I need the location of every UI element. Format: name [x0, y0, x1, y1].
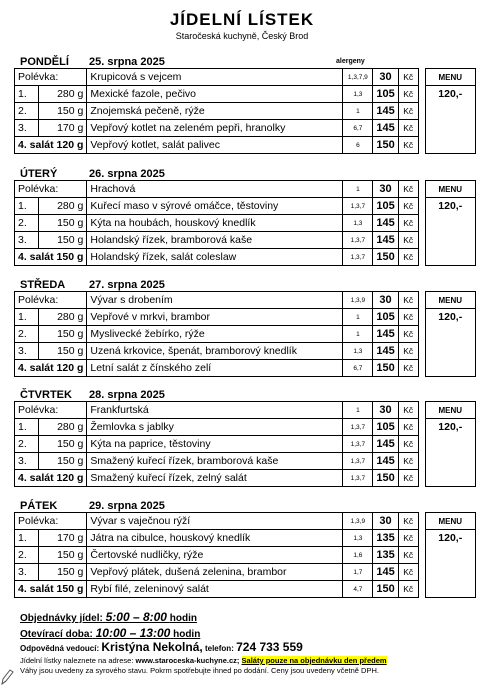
dish-allergens: 1,3	[343, 215, 373, 232]
dish-price: 150	[373, 249, 398, 266]
dish-allergens: 6	[343, 137, 373, 154]
spacer	[418, 547, 425, 564]
web-text: Jídelní lístky naleznete na adrese:	[20, 656, 134, 665]
day-menu-table	[14, 68, 476, 154]
menu-price: 120,-	[425, 530, 475, 547]
soup-name: Vývar s vaječnou rýží	[87, 513, 343, 530]
dish-allergens: 6,7	[343, 120, 373, 137]
dish-allergens: 6,7	[343, 360, 373, 377]
dish-name: Žemlovka s jablky	[87, 419, 343, 436]
spacer	[418, 564, 425, 581]
dish-currency: Kč	[398, 547, 418, 564]
dish-name: Uzená krkovice, špenát, bramborový knedlík	[87, 343, 343, 360]
dish-weight: 150 g	[39, 103, 87, 120]
dish-row	[15, 453, 476, 470]
manager-line	[20, 640, 303, 654]
dish-row	[15, 419, 476, 436]
soup-label: Polévka:	[15, 513, 87, 530]
menu-price: 120,-	[425, 419, 475, 436]
soup-row	[15, 69, 476, 86]
dish-weight: 170 g	[39, 120, 87, 137]
dish-row	[15, 530, 476, 547]
dish-currency: Kč	[398, 326, 418, 343]
menu-label: MENU	[425, 513, 475, 530]
spacer	[418, 232, 425, 249]
dish-name: Holandský řízek, salát coleslaw	[87, 249, 343, 266]
menu-cell-empty	[425, 137, 475, 154]
spacer	[418, 137, 425, 154]
dish-row	[15, 581, 476, 598]
menu-cell-empty	[425, 453, 475, 470]
dish-allergens: 1,3	[343, 86, 373, 103]
dish-currency: Kč	[398, 103, 418, 120]
soup-price: 30	[373, 292, 398, 309]
opening-label: Otevírací doba:	[20, 629, 93, 640]
dish-row	[15, 436, 476, 453]
dish-weight: 150 g	[39, 564, 87, 581]
dish-number: 1.	[15, 419, 39, 436]
soup-label: Polévka:	[15, 402, 87, 419]
day-name: ČTVRTEK	[20, 389, 72, 401]
dish-price: 145	[373, 120, 398, 137]
menu-cell-empty	[425, 547, 475, 564]
menu-label: MENU	[425, 181, 475, 198]
soup-allergens: 1,3,9	[343, 513, 373, 530]
soup-price: 30	[373, 181, 398, 198]
dish-allergens: 1,3,7	[343, 232, 373, 249]
dish-allergens: 1	[343, 326, 373, 343]
menu-cell-empty	[425, 343, 475, 360]
spacer	[418, 69, 425, 86]
dish-number: 3.	[15, 564, 39, 581]
menu-label: MENU	[425, 292, 475, 309]
soup-name: Hrachová	[87, 181, 343, 198]
dish-currency: Kč	[398, 453, 418, 470]
dish-price: 145	[373, 326, 398, 343]
weights-note: Váhy jsou uvedeny za syrového stavu. Pokrm spotřebujte ihned po dodání. Ceny jsou uvedeny včetně DPH.	[20, 666, 379, 675]
soup-name: Vývar s drobením	[87, 292, 343, 309]
dish-currency: Kč	[398, 419, 418, 436]
dish-allergens: 1,3,7	[343, 419, 373, 436]
dish-price: 145	[373, 343, 398, 360]
dish-number: 3.	[15, 343, 39, 360]
dish-weight: 150 g	[39, 343, 87, 360]
opening-unit: hodin	[173, 629, 201, 640]
dish-name: Kýta na paprice, těstoviny	[87, 436, 343, 453]
menu-cell-empty	[425, 470, 475, 487]
day-header	[20, 168, 165, 180]
soup-allergens: 1,3,9	[343, 292, 373, 309]
dish-number: 1.	[15, 530, 39, 547]
dish-allergens: 1,3	[343, 530, 373, 547]
dish-number: 4. salát 120 g	[15, 137, 87, 154]
menu-cell-empty	[425, 232, 475, 249]
soup-price: 30	[373, 402, 398, 419]
soup-name: Krupicová s vejcem	[87, 69, 343, 86]
dish-allergens: 1	[343, 103, 373, 120]
dish-name: Myslivecké žebírko, rýže	[87, 326, 343, 343]
dish-number: 1.	[15, 309, 39, 326]
dish-price: 145	[373, 232, 398, 249]
spacer	[418, 581, 425, 598]
dish-row	[15, 120, 476, 137]
spacer	[418, 292, 425, 309]
dish-number: 3.	[15, 453, 39, 470]
dish-currency: Kč	[398, 215, 418, 232]
day-menu-table	[14, 401, 476, 487]
dish-weight: 170 g	[39, 530, 87, 547]
menu-cell-empty	[425, 436, 475, 453]
dish-weight: 150 g	[39, 215, 87, 232]
spacer	[418, 181, 425, 198]
dish-weight: 280 g	[39, 309, 87, 326]
dish-allergens: 1,3,7	[343, 436, 373, 453]
dish-price: 145	[373, 564, 398, 581]
dish-currency: Kč	[398, 198, 418, 215]
dish-row	[15, 309, 476, 326]
dish-row	[15, 137, 476, 154]
pencil-icon	[0, 668, 14, 686]
opening-line	[20, 626, 200, 640]
menu-cell-empty	[425, 360, 475, 377]
dish-number: 4. salát 120 g	[15, 470, 87, 487]
orders-time: 5:00 – 8:00	[105, 610, 167, 624]
soup-row	[15, 181, 476, 198]
dish-row	[15, 343, 476, 360]
menu-cell-empty	[425, 103, 475, 120]
dish-number: 1.	[15, 86, 39, 103]
dish-name: Játra na cibulce, houskový knedlík	[87, 530, 343, 547]
spacer	[418, 343, 425, 360]
dish-currency: Kč	[398, 86, 418, 103]
dish-currency: Kč	[398, 343, 418, 360]
day-menu-table	[14, 512, 476, 598]
dish-price: 135	[373, 547, 398, 564]
dish-price: 135	[373, 530, 398, 547]
spacer	[418, 103, 425, 120]
dish-price: 105	[373, 419, 398, 436]
dish-weight: 150 g	[39, 232, 87, 249]
dish-price: 145	[373, 453, 398, 470]
dish-allergens: 4,7	[343, 581, 373, 598]
day-header	[20, 279, 165, 291]
soup-allergens: 1,3,7,9	[343, 69, 373, 86]
soup-currency: Kč	[398, 292, 418, 309]
dish-currency: Kč	[398, 360, 418, 377]
spacer	[418, 530, 425, 547]
spacer	[418, 419, 425, 436]
dish-price: 145	[373, 215, 398, 232]
dish-name: Kuřecí maso v sýrové omáčce, těstoviny	[87, 198, 343, 215]
dish-row	[15, 360, 476, 377]
dish-number: 4. salát 150 g	[15, 581, 87, 598]
dish-price: 105	[373, 86, 398, 103]
menu-cell-empty	[425, 215, 475, 232]
dish-allergens: 1,3,7	[343, 249, 373, 266]
dish-number: 3.	[15, 120, 39, 137]
dish-row	[15, 86, 476, 103]
dish-name: Holandský řízek, bramborová kaše	[87, 232, 343, 249]
soup-allergens: 1	[343, 402, 373, 419]
day-name: PONDĚLÍ	[20, 56, 69, 68]
dish-name: Čertovské nudličky, rýže	[87, 547, 343, 564]
soup-currency: Kč	[398, 402, 418, 419]
dish-number: 3.	[15, 232, 39, 249]
soup-currency: Kč	[398, 181, 418, 198]
spacer	[418, 215, 425, 232]
dish-allergens: 1	[343, 309, 373, 326]
dish-row	[15, 198, 476, 215]
menu-label: MENU	[425, 69, 475, 86]
dish-allergens: 1,3,7	[343, 470, 373, 487]
dish-allergens: 1,3	[343, 343, 373, 360]
dish-price: 145	[373, 436, 398, 453]
dish-currency: Kč	[398, 249, 418, 266]
dish-name: Vepřový plátek, dušená zelenina, brambor	[87, 564, 343, 581]
dish-weight: 150 g	[39, 326, 87, 343]
spacer	[418, 120, 425, 137]
page-title: JÍDELNÍ LÍSTEK	[169, 10, 315, 29]
dish-row	[15, 249, 476, 266]
dish-name: Znojemská pečeně, rýže	[87, 103, 343, 120]
dish-name: Kýta na houbách, houskový knedlík	[87, 215, 343, 232]
dish-price: 150	[373, 360, 398, 377]
day-header	[20, 389, 165, 401]
dish-weight: 280 g	[39, 86, 87, 103]
soup-currency: Kč	[398, 513, 418, 530]
soup-allergens: 1	[343, 181, 373, 198]
page-subtitle: Staročeská kuchyně, Český Brod	[175, 31, 309, 41]
day-name: PÁTEK	[20, 500, 58, 512]
day-menu-table	[14, 291, 476, 377]
spacer	[418, 326, 425, 343]
dish-number: 2.	[15, 547, 39, 564]
dish-currency: Kč	[398, 564, 418, 581]
spacer	[418, 436, 425, 453]
dish-row	[15, 215, 476, 232]
soup-row	[15, 402, 476, 419]
day-header	[20, 500, 165, 512]
menu-price: 120,-	[425, 86, 475, 103]
dish-name: Letní salát z čínského zelí	[87, 360, 343, 377]
spacer	[418, 470, 425, 487]
spacer	[418, 198, 425, 215]
day-date: 29. srpna 2025	[89, 500, 165, 512]
soup-row	[15, 513, 476, 530]
dish-allergens: 1,7	[343, 564, 373, 581]
allergens-column-label: alergeny	[336, 58, 365, 65]
dish-weight: 150 g	[39, 547, 87, 564]
dish-number: 2.	[15, 103, 39, 120]
dish-currency: Kč	[398, 120, 418, 137]
soup-row	[15, 292, 476, 309]
dish-price: 150	[373, 581, 398, 598]
dish-allergens: 1,3,7	[343, 198, 373, 215]
dish-currency: Kč	[398, 309, 418, 326]
day-date: 26. srpna 2025	[89, 168, 165, 180]
dish-row	[15, 232, 476, 249]
menu-price: 120,-	[425, 198, 475, 215]
menu-label: MENU	[425, 402, 475, 419]
dish-number: 2.	[15, 436, 39, 453]
soup-label: Polévka:	[15, 181, 87, 198]
dish-allergens: 1,6	[343, 547, 373, 564]
dish-number: 2.	[15, 215, 39, 232]
opening-time: 10:00 – 13:00	[95, 626, 171, 640]
dish-name: Smažený kuřecí řízek, bramborová kaše	[87, 453, 343, 470]
phone-label: telefon:	[204, 644, 234, 653]
soup-label: Polévka:	[15, 69, 87, 86]
soup-label: Polévka:	[15, 292, 87, 309]
day-name: ÚTERÝ	[20, 168, 58, 180]
manager-name: Kristýna Nekolná,	[101, 640, 203, 654]
dish-row	[15, 564, 476, 581]
day-name: STŘEDA	[20, 279, 66, 291]
dish-number: 2.	[15, 326, 39, 343]
menu-cell-empty	[425, 581, 475, 598]
dish-currency: Kč	[398, 137, 418, 154]
dish-weight: 280 g	[39, 419, 87, 436]
salad-note: Saláty pouze na objednávku den předem	[241, 656, 387, 665]
dish-currency: Kč	[398, 436, 418, 453]
soup-currency: Kč	[398, 69, 418, 86]
dish-row	[15, 547, 476, 564]
dish-currency: Kč	[398, 232, 418, 249]
day-menu-table	[14, 180, 476, 266]
dish-name: Rybí filé, zeleninový salát	[87, 581, 343, 598]
dish-currency: Kč	[398, 581, 418, 598]
spacer	[418, 453, 425, 470]
phone-number: 724 733 559	[236, 640, 303, 654]
manager-label: Odpovědná vedoucí:	[20, 644, 100, 653]
dish-weight: 150 g	[39, 453, 87, 470]
spacer	[418, 513, 425, 530]
spacer	[418, 309, 425, 326]
orders-unit: hodin	[169, 613, 197, 624]
dish-name: Vepřové v mrkvi, brambor	[87, 309, 343, 326]
spacer	[418, 86, 425, 103]
dish-row	[15, 326, 476, 343]
soup-name: Frankfurtská	[87, 402, 343, 419]
menu-cell-empty	[425, 564, 475, 581]
soup-price: 30	[373, 69, 398, 86]
dish-weight: 280 g	[39, 198, 87, 215]
dish-price: 105	[373, 309, 398, 326]
spacer	[418, 360, 425, 377]
orders-line	[20, 610, 197, 624]
dish-price: 150	[373, 137, 398, 154]
dish-name: Mexické fazole, pečivo	[87, 86, 343, 103]
dish-currency: Kč	[398, 530, 418, 547]
spacer	[418, 402, 425, 419]
menu-price: 120,-	[425, 309, 475, 326]
day-header	[20, 56, 165, 68]
day-date: 25. srpna 2025	[89, 56, 165, 68]
dish-name: Vepřový kotlet na zeleném pepři, hranolky	[87, 120, 343, 137]
menu-cell-empty	[425, 249, 475, 266]
dish-number: 4. salát 150 g	[15, 249, 87, 266]
dish-name: Smažený kuřecí řízek, zelný salát	[87, 470, 343, 487]
dish-number: 4. salát 120 g	[15, 360, 87, 377]
dish-name: Vepřový kotlet, salát palivec	[87, 137, 343, 154]
menu-cell-empty	[425, 120, 475, 137]
dish-currency: Kč	[398, 470, 418, 487]
dish-number: 1.	[15, 198, 39, 215]
dish-price: 105	[373, 198, 398, 215]
spacer	[418, 249, 425, 266]
soup-price: 30	[373, 513, 398, 530]
day-date: 28. srpna 2025	[89, 389, 165, 401]
dish-row	[15, 103, 476, 120]
dish-price: 150	[373, 470, 398, 487]
dish-allergens: 1,3,7	[343, 453, 373, 470]
menu-cell-empty	[425, 326, 475, 343]
dish-row	[15, 470, 476, 487]
day-date: 27. srpna 2025	[89, 279, 165, 291]
dish-price: 145	[373, 103, 398, 120]
web-line	[20, 656, 387, 665]
web-url[interactable]: www.staroceska-kuchyne.cz;	[135, 656, 240, 665]
dish-weight: 150 g	[39, 436, 87, 453]
orders-label: Objednávky jídel:	[20, 613, 103, 624]
